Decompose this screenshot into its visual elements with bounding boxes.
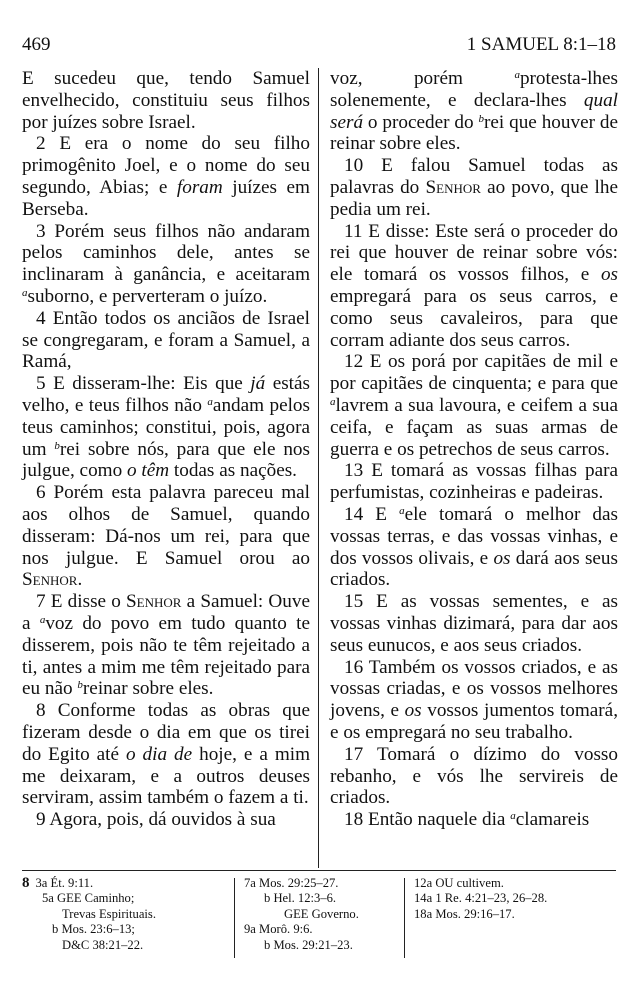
footnote-entry: GEE Governo. bbox=[284, 906, 359, 921]
footnote-column-2 bbox=[244, 876, 414, 953]
page-header bbox=[22, 34, 616, 60]
verse-4: 4 Então todos os anciãos de Israel se congregaram, e foram a Samuel, a Ramá, bbox=[22, 307, 310, 373]
verse-18: 18 Então naquele dia $^a$clamareis bbox=[344, 809, 590, 831]
verse-7: 7 E disse o Senhor a Samuel: Ouve a $^a$voz do povo em tudo quanto te disserem, pois não te têm rejeitado a ti, antes a mim me têm rejeitado para eu não $^b$reinar sobre eles. bbox=[22, 591, 310, 700]
chapter-number: 8 bbox=[22, 875, 30, 891]
footnote-entry: D&C 38:21–22. bbox=[62, 937, 144, 952]
verse-6: 6 Porém esta palavra pareceu mal aos olhos de Samuel, quando disseram: Dá-nos um rei, para que nos julgue. E Samuel orou ao Senhor. bbox=[22, 482, 310, 591]
footnote-entry: 12a OU cultivem. bbox=[414, 876, 504, 890]
footnote-entry: 18a Mos. 29:16–17. bbox=[414, 906, 515, 921]
footnote-marker: a bbox=[39, 613, 46, 626]
footnote-entry: b Mos. 29:21–23. bbox=[264, 937, 353, 952]
footnote-entry: 7a Mos. 29:25–27. bbox=[244, 876, 339, 890]
verse-14: 14 E $^a$ele tomará o melhor das vossas terras, e das vossas vinhas, e dos vossos olivais, e os dará aos seus criados. bbox=[330, 503, 618, 591]
verse-15: 15 E as vossas sementes, e as vossas vinhas dizimará, para dar aos seus eunucos, e aos seus criados. bbox=[330, 591, 618, 656]
footnote-marker: a bbox=[22, 286, 28, 299]
footnote-entry: Trevas Espirituais. bbox=[62, 906, 156, 921]
footnote-marker: b bbox=[54, 439, 60, 452]
verse-16: 16 Também os vossos criados, e as vossas criadas, e os vossos melhores jovens, e os vossos jumentos tomará, e os empregará no seu trabalho. bbox=[330, 656, 618, 743]
verse-8: 8 Conforme todas as obras que fizeram desde o dia em que os tirei do Egito até o dia de hoje, e a mim me deixaram, e a outros deuses serviram, assim também o fazem a ti. bbox=[22, 700, 311, 809]
footnote-entry: 14a 1 Re. 4:21–23, 26–28. bbox=[414, 891, 548, 906]
verse-9-cont: voz, porém $^a$protesta-lhes solenemente, e declara-lhes qual será o proceder do $^b$rei que houver de reinar sobre eles. bbox=[330, 68, 618, 155]
verse-17: 17 Tomará o dízimo do vosso rebanho, e vós lhe servireis de criados. bbox=[330, 743, 618, 809]
footnote-marker: b bbox=[478, 112, 484, 125]
text-column-right bbox=[330, 68, 618, 831]
footnote-entry: 9a Morô. 9:6. bbox=[244, 922, 313, 937]
column-divider bbox=[318, 68, 319, 868]
footnote-marker: a bbox=[514, 69, 520, 81]
verse-5: 5 E disseram-lhe: Eis que já estás velho, e teus filhos não $^a$andam pelos teus caminhos; constitui, pois, agora um $^b$rei sobre nós, para que ele nos julgue, como o têm todas as nações. bbox=[22, 373, 310, 482]
footnote-divider bbox=[234, 878, 235, 958]
footnote-entry: b Hel. 12:3–6. bbox=[264, 891, 337, 906]
running-head: 1 SAMUEL 8:1–18 bbox=[466, 34, 616, 55]
footnote-column-3 bbox=[414, 876, 614, 922]
verse-2: 2 E era o nome do seu filho primogênito Joel, e o nome do seu segundo, Abias; e foram juízes em Berseba. bbox=[22, 133, 310, 220]
verse-1: E sucedeu que, tendo Samuel envelhecido, constituiu seus filhos por juízes sobre Israel. bbox=[22, 68, 310, 133]
footnote-marker: a bbox=[330, 395, 336, 408]
verse-10: 10 E falou Samuel todas as palavras do Senhor ao povo, que lhe pedia um rei. bbox=[330, 155, 618, 220]
footnotes bbox=[22, 876, 616, 986]
verse-9: 9 Agora, pois, dá ouvidos à sua bbox=[36, 809, 276, 831]
footnote-marker: b bbox=[77, 679, 83, 692]
footnote-marker: a bbox=[399, 504, 405, 517]
footnote-entry: 5a GEE Caminho; bbox=[42, 891, 135, 906]
footnote-column-1 bbox=[22, 876, 232, 953]
verse-13: 13 E tomará as vossas filhas para perfumistas, cozinheiras e padeiras. bbox=[330, 460, 618, 504]
verse-11: 11 E disse: Este será o proceder do rei que houver de reinar sobre vós: ele tomará os vossos filhos, e os empregará para os seus carros, e como seus cavaleiros, para que corram adiante dos seus carros. bbox=[330, 220, 618, 351]
text-column-left bbox=[22, 68, 310, 831]
footnote-marker: a bbox=[510, 810, 516, 823]
footnote-separator bbox=[22, 870, 616, 871]
footnote-entry: 8 3a Ét. 9:11. bbox=[22, 875, 94, 891]
footnote-marker: a bbox=[207, 395, 213, 408]
verse-3: 3 Porém seus filhos não andaram pelos caminhos dele, antes se inclinaram à ganância, e aceitaram $^a$suborno, e perverteram o juízo. bbox=[22, 220, 310, 307]
verse-12: 12 E os porá por capitães de mil e por capitães de cinquenta; e para que $^a$lavrem a sua lavoura, e ceifem a sua ceifa, e façam as suas armas de guerra e os petrechos de seus carros. bbox=[330, 351, 618, 460]
footnote-entry: b Mos. 23:6–13; bbox=[52, 922, 135, 937]
footnote-divider bbox=[404, 878, 405, 958]
page-number: 469 bbox=[22, 34, 51, 55]
